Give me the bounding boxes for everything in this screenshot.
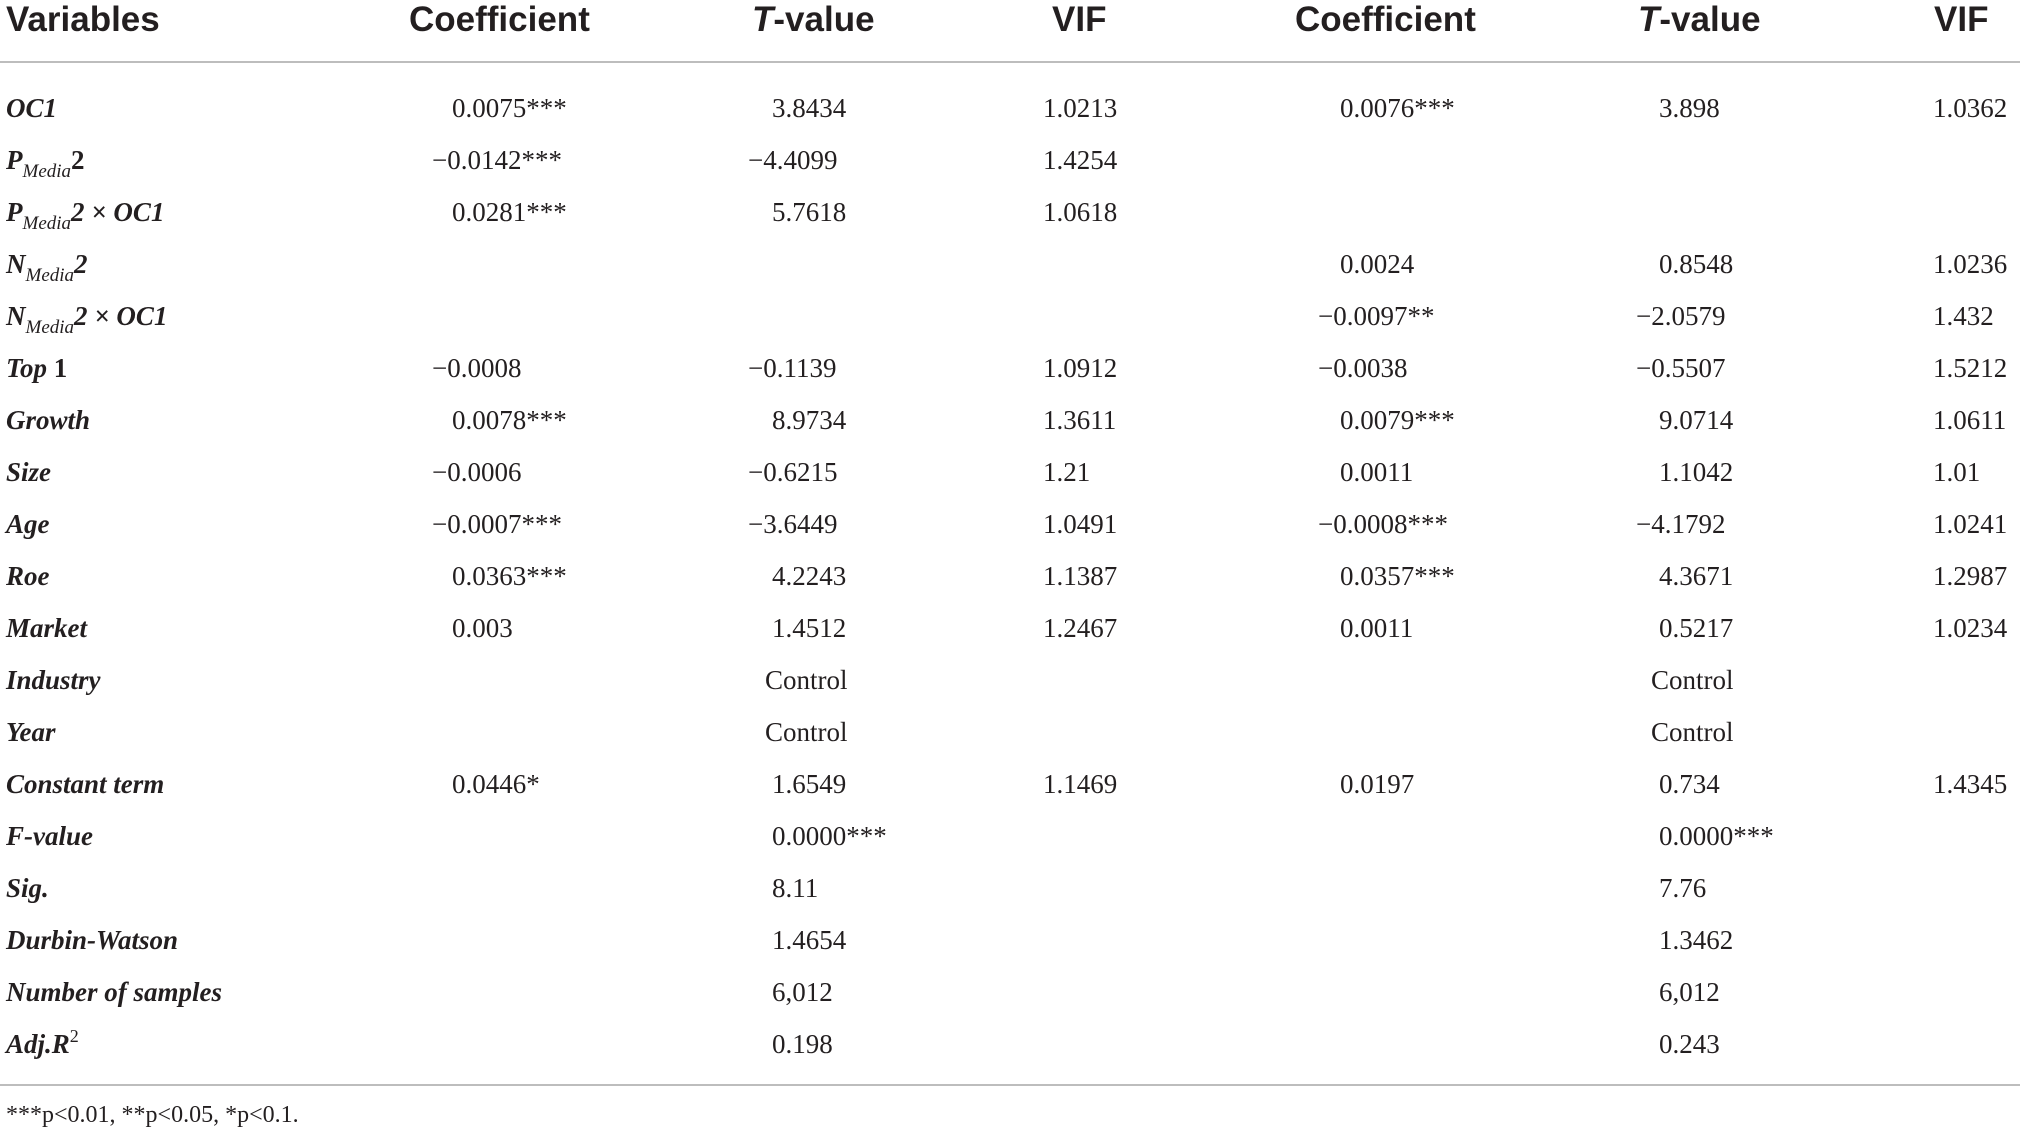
table-row-nmedia2-oc1 — [0, 290, 2020, 342]
row-label: Year — [6, 717, 56, 747]
t-value-1: Control — [765, 717, 848, 747]
t-value-2: −0.5507 — [1636, 353, 1726, 383]
coef-1: −0.0008 — [432, 353, 522, 383]
table-row-pmedia2 — [0, 134, 2020, 186]
coef-1: 0.0075*** — [452, 93, 567, 123]
t-value-2: 0.5217 — [1659, 613, 1734, 643]
t-value-1: 4.2243 — [772, 561, 847, 591]
coef-1: 0.0446* — [452, 769, 540, 799]
coef-2: 0.0011 — [1340, 457, 1414, 487]
vif-2: 1.01 — [1933, 457, 1981, 487]
coef-2: 0.0011 — [1340, 613, 1414, 643]
footnote: ***p<0.01, **p<0.05, *p<0.1. — [6, 1102, 299, 1128]
row-label: Size — [6, 457, 52, 487]
table-row-nmedia2 — [0, 238, 2020, 290]
row-label: Durbin-Watson — [6, 925, 179, 955]
t-value-1: 0.198 — [772, 1029, 833, 1059]
coef-1: 0.0281*** — [452, 197, 567, 227]
t-value-1: −4.4099 — [748, 145, 838, 175]
coef-1: −0.0006 — [432, 457, 522, 487]
vif-1: 1.1469 — [1043, 769, 1118, 799]
table-row-roe — [0, 550, 2020, 602]
row-label: F-value — [6, 821, 93, 851]
vif-1: 1.0491 — [1043, 509, 1118, 539]
t-value-2: 6,012 — [1659, 977, 1720, 1007]
coef-2: −0.0097** — [1318, 301, 1435, 331]
row-label: Age — [6, 509, 50, 539]
bottom-rule — [0, 1084, 2020, 1086]
t-value-1: 3.8434 — [772, 93, 847, 123]
table-row-sig — [0, 862, 2020, 914]
vif-2: 1.432 — [1933, 301, 1994, 331]
t-value-1: 6,012 — [772, 977, 833, 1007]
t-value-2: 1.3462 — [1659, 925, 1734, 955]
coef-1: 0.0078*** — [452, 405, 567, 435]
table-row-market — [0, 602, 2020, 654]
coef-1: −0.0142*** — [432, 145, 562, 175]
t-value-1: Control — [765, 665, 848, 695]
coef-1: 0.0363*** — [452, 561, 567, 591]
header-t-value-1: T-value — [752, 0, 875, 39]
coef-1: 0.003 — [452, 613, 513, 643]
row-label: Roe — [6, 561, 50, 591]
coef-2: 0.0357*** — [1340, 561, 1455, 591]
vif-2: 1.5212 — [1933, 353, 2008, 383]
row-label: OC1 — [6, 93, 58, 123]
table-row-oc1 — [0, 82, 2020, 134]
header-t-value-2: T-value — [1638, 0, 1761, 39]
vif-1: 1.1387 — [1043, 561, 1118, 591]
vif-2: 1.2987 — [1933, 561, 2008, 591]
table-row-adj-r2 — [0, 1018, 2020, 1070]
t-value-1: 1.4654 — [772, 925, 847, 955]
header-vif-2: VIF — [1934, 0, 1989, 39]
row-label: Constant term — [6, 769, 165, 799]
vif-2: 1.0362 — [1933, 93, 2008, 123]
vif-2: 1.4345 — [1933, 769, 2008, 799]
coef-2: 0.0076*** — [1340, 93, 1455, 123]
t-value-2: Control — [1651, 717, 1734, 747]
vif-2: 1.0241 — [1933, 509, 2008, 539]
row-label: Number of samples — [6, 977, 222, 1007]
row-label: $Adj.R^2$ — [6, 1026, 79, 1059]
table-row-constant — [0, 758, 2020, 810]
t-value-1: 8.11 — [772, 873, 819, 903]
coef-2: 0.0079*** — [1340, 405, 1455, 435]
t-value-2: −4.1792 — [1636, 509, 1726, 539]
table-row-year — [0, 706, 2020, 758]
row-label: $N_{Media}2 \times OC1$ — [6, 301, 168, 338]
table-row-f-value — [0, 810, 2020, 862]
vif-1: 1.0912 — [1043, 353, 1118, 383]
table-row-age — [0, 498, 2020, 550]
t-value-2: 0.243 — [1659, 1029, 1720, 1059]
header-rule — [0, 61, 2020, 63]
table-row-size — [0, 446, 2020, 498]
t-value-2: 4.3671 — [1659, 561, 1734, 591]
table-row-durbin-watson — [0, 914, 2020, 966]
vif-2: 1.0234 — [1933, 613, 2008, 643]
vif-1: 1.3611 — [1043, 405, 1117, 435]
table-row-pmedia2-oc1 — [0, 186, 2020, 238]
header-variables: Variables — [6, 0, 160, 39]
row-label: Top 1 — [6, 353, 68, 383]
vif-1: 1.4254 — [1043, 145, 1118, 175]
row-label: $N_{Media}2$ — [6, 249, 88, 286]
row-label: Sig. — [6, 873, 49, 903]
t-value-1: 0.0000*** — [772, 821, 887, 851]
vif-2: 1.0611 — [1933, 405, 2007, 435]
t-value-2: 7.76 — [1659, 873, 1707, 903]
t-value-1: −0.6215 — [748, 457, 838, 487]
row-label: Market — [6, 613, 87, 643]
t-value-1: −0.1139 — [748, 353, 837, 383]
t-value-2: 9.0714 — [1659, 405, 1734, 435]
row-label: $P_{Media}2$ — [6, 145, 85, 182]
t-value-2: 0.8548 — [1659, 249, 1734, 279]
row-label: Industry — [6, 665, 101, 695]
t-value-2: 0.0000*** — [1659, 821, 1774, 851]
vif-1: 1.0213 — [1043, 93, 1118, 123]
t-value-2: −2.0579 — [1636, 301, 1726, 331]
coef-1: −0.0007*** — [432, 509, 562, 539]
t-value-1: 8.9734 — [772, 405, 847, 435]
table-row-industry — [0, 654, 2020, 706]
vif-1: 1.2467 — [1043, 613, 1118, 643]
t-value-1: 5.7618 — [772, 197, 847, 227]
t-value-2: 1.1042 — [1659, 457, 1734, 487]
t-value-1: −3.6449 — [748, 509, 838, 539]
t-value-1: 1.4512 — [772, 613, 847, 643]
t-value-2: Control — [1651, 665, 1734, 695]
row-label: Growth — [6, 405, 91, 435]
vif-2: 1.0236 — [1933, 249, 2008, 279]
vif-1: 1.0618 — [1043, 197, 1118, 227]
t-value-2: 3.898 — [1659, 93, 1720, 123]
table-row-samples — [0, 966, 2020, 1018]
table-row-growth — [0, 394, 2020, 446]
table-row-top1 — [0, 342, 2020, 394]
header-vif-1: VIF — [1052, 0, 1107, 39]
row-label: $P_{Media}2 \times OC1$ — [6, 197, 165, 234]
coef-2: 0.0024 — [1340, 249, 1415, 279]
t-value-2: 0.734 — [1659, 769, 1720, 799]
header-coefficient-2: Coefficient — [1295, 0, 1476, 39]
t-value-1: 1.6549 — [772, 769, 847, 799]
coef-2: 0.0197 — [1340, 769, 1415, 799]
header-coefficient-1: Coefficient — [409, 0, 590, 39]
coef-2: −0.0038 — [1318, 353, 1408, 383]
coef-2: −0.0008*** — [1318, 509, 1448, 539]
vif-1: 1.21 — [1043, 457, 1091, 487]
